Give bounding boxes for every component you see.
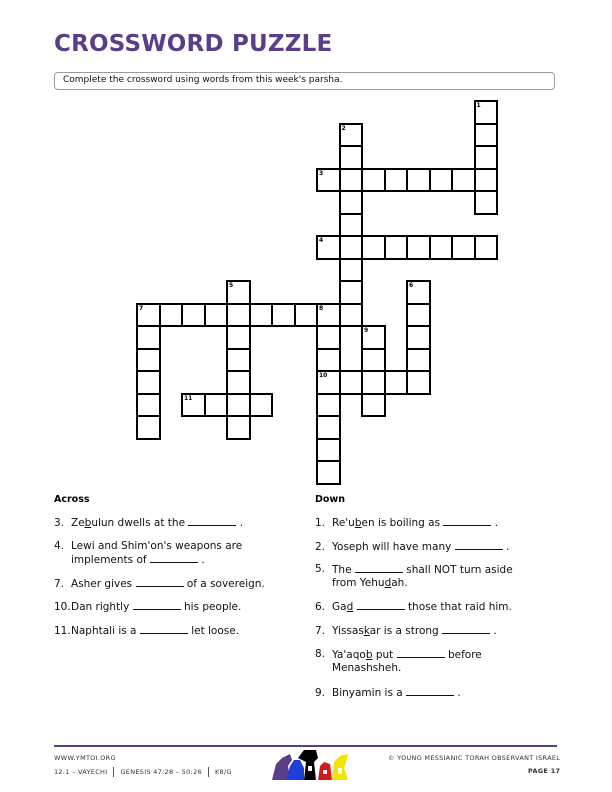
footer-portion: 12.1 – VAYECHI bbox=[54, 768, 108, 776]
clue-across-7: 7. Asher gives of a sovereign. bbox=[54, 578, 265, 590]
clue-across-4: 4. Lewi and Shim'on's weapons are implements of . bbox=[54, 540, 243, 566]
answer-blank bbox=[150, 553, 198, 563]
crossword-cell[interactable] bbox=[361, 393, 386, 418]
clue-number: 7 bbox=[139, 304, 144, 312]
crossword-cell[interactable] bbox=[226, 393, 251, 418]
footer-reference: GENESIS 47:28 – 50:26 bbox=[120, 768, 202, 776]
divider bbox=[208, 767, 209, 777]
answer-blank bbox=[140, 624, 188, 634]
clue-down-1: 1. Re'uben is boiling as . bbox=[315, 517, 499, 529]
instructions-text: Complete the crossword using words from this week's parsha. bbox=[63, 75, 343, 85]
footer-rule bbox=[54, 745, 557, 747]
clue-number: 10 bbox=[319, 372, 328, 379]
crossword-cell[interactable] bbox=[316, 303, 341, 328]
clue-number: 9 bbox=[364, 327, 369, 334]
crossword-cell[interactable] bbox=[339, 235, 364, 260]
crossword-cell[interactable] bbox=[474, 123, 499, 148]
answer-blank bbox=[136, 577, 184, 587]
clue-down-7: 7. Yissaskar is a strong . bbox=[315, 625, 497, 637]
clue-number: 8 bbox=[319, 304, 324, 312]
crossword-cell[interactable] bbox=[339, 145, 364, 170]
clue-down-6: 6. Gad those that raid him. bbox=[315, 601, 512, 613]
crossword-cell[interactable] bbox=[451, 168, 476, 193]
crossword-cell[interactable] bbox=[316, 168, 341, 193]
clue-down-8: 8. Ya'aqob put before Menashsheh. bbox=[315, 648, 482, 674]
crossword-cell[interactable] bbox=[406, 280, 431, 305]
crossword-cell[interactable] bbox=[226, 348, 251, 373]
crossword-cell[interactable] bbox=[316, 460, 341, 485]
clue-number: 5 bbox=[229, 282, 234, 289]
crossword-cell[interactable] bbox=[316, 235, 341, 260]
footer-level: K8/G bbox=[214, 768, 232, 776]
crossword-cell[interactable] bbox=[339, 280, 364, 305]
crossword-cell[interactable] bbox=[159, 303, 184, 328]
clue-down-9: 9. Binyamin is a . bbox=[315, 687, 461, 699]
crossword-cell[interactable] bbox=[271, 303, 296, 328]
crossword-cell[interactable] bbox=[316, 393, 341, 418]
crossword-cell[interactable] bbox=[406, 303, 431, 328]
crossword-cell[interactable] bbox=[136, 303, 161, 328]
crossword-cell[interactable] bbox=[226, 280, 251, 305]
crossword-cell[interactable] bbox=[406, 348, 431, 373]
crossword-cell[interactable] bbox=[384, 235, 409, 260]
clue-down-2: 2. Yoseph will have many . bbox=[315, 541, 510, 553]
clue-across-11: 11.Naphtali is a let loose. bbox=[54, 625, 240, 637]
clue-number: 6 bbox=[409, 282, 414, 289]
crossword-cell[interactable] bbox=[136, 415, 161, 440]
across-heading: Across bbox=[54, 494, 90, 505]
crossword-cell[interactable] bbox=[249, 303, 274, 328]
crossword-cell[interactable] bbox=[204, 393, 229, 418]
crossword-cell[interactable] bbox=[339, 123, 364, 148]
answer-blank bbox=[442, 624, 490, 634]
crossword-cell[interactable] bbox=[339, 303, 364, 328]
crossword-cell[interactable] bbox=[474, 190, 499, 215]
crossword-cell[interactable] bbox=[226, 303, 251, 328]
clue-number: 3 bbox=[319, 169, 324, 177]
crossword-cell[interactable] bbox=[361, 325, 386, 350]
crossword-cell[interactable] bbox=[406, 235, 431, 260]
crossword-cell[interactable] bbox=[451, 235, 476, 260]
crossword-cell[interactable] bbox=[249, 393, 274, 418]
crossword-cell[interactable] bbox=[316, 370, 341, 395]
clue-across-10: 10.Dan rightly his people. bbox=[54, 601, 242, 613]
crossword-cell[interactable] bbox=[474, 145, 499, 170]
crossword-cell[interactable] bbox=[226, 415, 251, 440]
footer-info bbox=[54, 767, 232, 777]
clue-number: 2 bbox=[341, 124, 346, 132]
clue-number: 4 bbox=[319, 237, 324, 244]
crossword-cell[interactable] bbox=[226, 370, 251, 395]
crossword-cell[interactable] bbox=[339, 370, 364, 395]
crossword-cell[interactable] bbox=[204, 303, 229, 328]
crossword-cell[interactable] bbox=[136, 348, 161, 373]
crossword-cell[interactable] bbox=[316, 348, 341, 373]
crossword-cell[interactable] bbox=[226, 325, 251, 350]
crossword-cell[interactable] bbox=[384, 168, 409, 193]
divider bbox=[113, 767, 114, 777]
crossword-cell[interactable] bbox=[316, 415, 341, 440]
footer-page: PAGE 17 bbox=[528, 767, 561, 775]
crossword-cell[interactable] bbox=[361, 168, 386, 193]
crossword-cell[interactable] bbox=[474, 168, 499, 193]
crossword-cell[interactable] bbox=[339, 168, 364, 193]
crossword-cell[interactable] bbox=[429, 168, 454, 193]
crossword-cell[interactable] bbox=[361, 370, 386, 395]
footer-copyright: © YOUNG MESSIANIC TORAH OBSERVANT ISRAEL bbox=[388, 754, 561, 762]
answer-blank bbox=[397, 648, 445, 658]
crossword-cell[interactable] bbox=[384, 370, 409, 395]
crossword-cell[interactable] bbox=[181, 393, 206, 418]
crossword-cell[interactable] bbox=[339, 190, 364, 215]
crossword-cell[interactable] bbox=[429, 235, 454, 260]
crossword-cell[interactable] bbox=[181, 303, 206, 328]
answer-blank bbox=[455, 540, 503, 550]
clue-number: 1 bbox=[476, 102, 481, 109]
answer-blank bbox=[406, 686, 454, 696]
page-title: CROSSWORD PUZZLE bbox=[54, 31, 333, 57]
crossword-cell[interactable] bbox=[474, 100, 499, 125]
crossword-cell[interactable] bbox=[406, 325, 431, 350]
crossword-cell[interactable] bbox=[361, 348, 386, 373]
crossword-cell[interactable] bbox=[406, 168, 431, 193]
logo-icon bbox=[270, 748, 356, 782]
crossword-cell[interactable] bbox=[294, 303, 319, 328]
answer-blank bbox=[443, 516, 491, 526]
crossword-cell[interactable] bbox=[316, 325, 341, 350]
crossword-cell[interactable] bbox=[339, 213, 364, 238]
crossword-cell[interactable] bbox=[339, 258, 364, 283]
crossword-cell[interactable] bbox=[316, 438, 341, 463]
answer-blank bbox=[133, 600, 181, 610]
answer-blank bbox=[188, 516, 236, 526]
clue-down-5: 5. The shall NOT turn aside from Yehudah. bbox=[315, 563, 513, 589]
crossword-cell[interactable] bbox=[136, 370, 161, 395]
answer-blank bbox=[355, 563, 403, 573]
crossword-cell[interactable] bbox=[474, 235, 499, 260]
crossword-cell[interactable] bbox=[406, 370, 431, 395]
down-heading: Down bbox=[315, 494, 345, 505]
crossword-cell[interactable] bbox=[136, 325, 161, 350]
footer-website: WWW.YMTOI.ORG bbox=[54, 754, 116, 762]
clue-across-3: 3. Zebulun dwells at the . bbox=[54, 517, 244, 529]
clue-number: 11 bbox=[184, 394, 193, 402]
answer-blank bbox=[357, 600, 405, 610]
crossword-cell[interactable] bbox=[136, 393, 161, 418]
crossword-cell[interactable] bbox=[361, 235, 386, 260]
